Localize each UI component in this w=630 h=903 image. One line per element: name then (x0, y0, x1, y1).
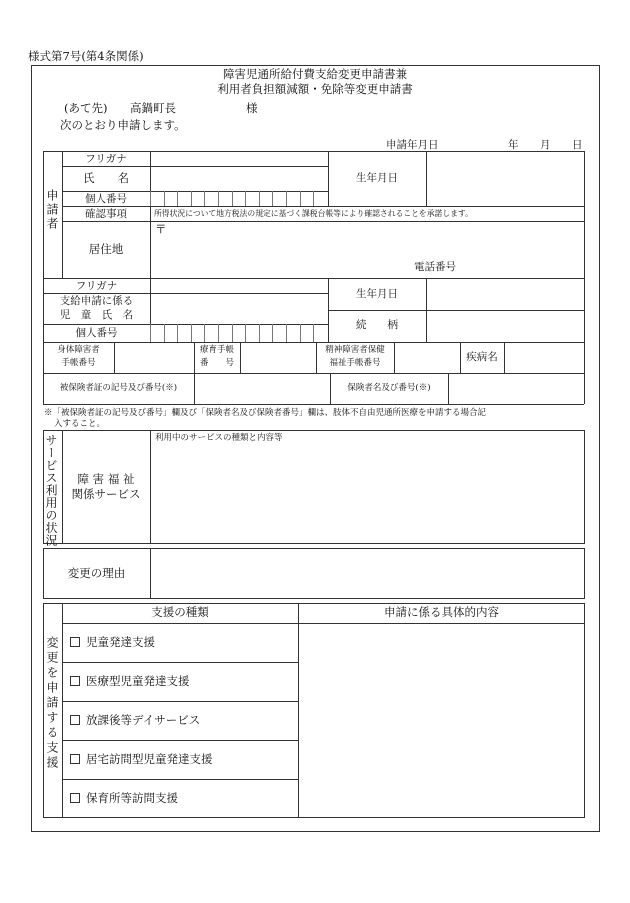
checkbox-icon[interactable] (70, 676, 80, 686)
checkbox-icon[interactable] (70, 793, 80, 803)
insurance-note-line2: 入すること。 (54, 419, 106, 429)
support-change-section-label: 変更を申請する支援 (45, 636, 59, 771)
support-item-label: 放課後等デイサービス (86, 713, 201, 727)
intro-text: 次のとおり申請します。 (60, 118, 186, 132)
child-furigana-label: フリガナ (75, 280, 118, 292)
applicant-section-label: 申請者 (45, 189, 59, 231)
phone-label: 電話番号 (414, 261, 456, 273)
form-title-line1: 障害児通所給付費支給変更申請書兼 (223, 67, 407, 81)
mental-handbook-label-1: 精神障害者保健 (325, 345, 385, 355)
date-year: 年 (508, 139, 519, 151)
addressee-prefix: (あて先) (64, 101, 108, 115)
insurance-note-line1: ※「被保険者証の記号及び番号」欄及び「保険者名及び保険者番号」欄は、肢体不自由児通所医療を申請する場合記 (44, 408, 487, 418)
service-usage-section-label: サービス利用の状況 (44, 434, 58, 547)
support-detail-header: 申請に係る具体的内容 (384, 605, 499, 619)
child-relationship-label: 続 柄 (356, 319, 398, 331)
support-item-after-school-day-service[interactable] (70, 715, 200, 727)
physical-handbook-label-2: 手帳番号 (61, 358, 96, 368)
service-content-label: 利用中のサービスの種類と内容等 (155, 433, 283, 443)
welfare-service-label-1: 障 害 福 祉 (77, 472, 135, 486)
support-item-nursery-visit-support[interactable] (70, 793, 178, 805)
support-item-label: 居宅訪問型児童発達支援 (86, 752, 213, 766)
date-month: 月 (540, 139, 551, 151)
application-date-label: 申請年月日 (386, 139, 439, 151)
physical-handbook-label-1: 身体障害者 (57, 345, 100, 355)
applicant-confirmation-label: 確認事項 (85, 208, 127, 220)
applicant-address-label: 居住地 (88, 242, 124, 256)
applicant-name-label: 氏 名 (83, 171, 129, 185)
postal-mark: 〒 (155, 222, 167, 236)
ryoiku-handbook-label-1: 療育手帳 (199, 345, 234, 355)
change-reason-label: 変更の理由 (67, 566, 126, 580)
addressee-suffix: 様 (246, 101, 258, 115)
checkbox-icon[interactable] (70, 754, 80, 764)
applicant-confirmation-text: 所得状況について地方税法の規定に基づく課税台帳等により確認されることを承諾します。 (154, 209, 473, 218)
insurer-label: 保険者名及び番号(※) (347, 383, 431, 393)
disease-label: 疾病名 (466, 351, 498, 363)
checkbox-icon[interactable] (70, 715, 80, 725)
welfare-service-label-2: 関係サービス (71, 487, 141, 501)
mental-handbook-label-2: 福祉手帳番号 (329, 358, 381, 368)
insurance-card-label: 被保険者証の記号及び番号(※) (59, 383, 178, 393)
form-title-line2: 利用者負担額減額・免除等変更申請書 (217, 82, 413, 96)
support-item-medical-child-development[interactable] (70, 676, 190, 688)
form-number: 様式第7号(第4条関係) (28, 49, 144, 63)
child-birthdate-label: 生年月日 (356, 288, 398, 300)
support-type-header: 支援の種類 (151, 605, 209, 619)
date-day: 日 (572, 139, 583, 151)
child-name-label-2: 児 童 氏 名 (59, 309, 134, 321)
support-item-home-visit-child-development[interactable] (70, 754, 213, 766)
support-item-label: 児童発達支援 (86, 635, 155, 649)
applicant-personal-number-label: 個人番号 (85, 193, 127, 205)
support-item-child-development[interactable] (70, 637, 155, 649)
applicant-furigana-label: フリガナ (85, 153, 127, 165)
checkbox-icon[interactable] (70, 637, 80, 647)
addressee-name: 高鍋町長 (130, 101, 176, 115)
applicant-birthdate-label: 生年月日 (356, 172, 398, 184)
support-item-label: 医療型児童発達支援 (86, 674, 190, 688)
support-item-label: 保育所等訪問支援 (86, 791, 178, 805)
child-personal-number-label: 個人番号 (75, 327, 118, 339)
ryoiku-handbook-label-2: 番 号 (199, 358, 234, 368)
child-name-label-1: 支給申請に係る (59, 295, 134, 307)
